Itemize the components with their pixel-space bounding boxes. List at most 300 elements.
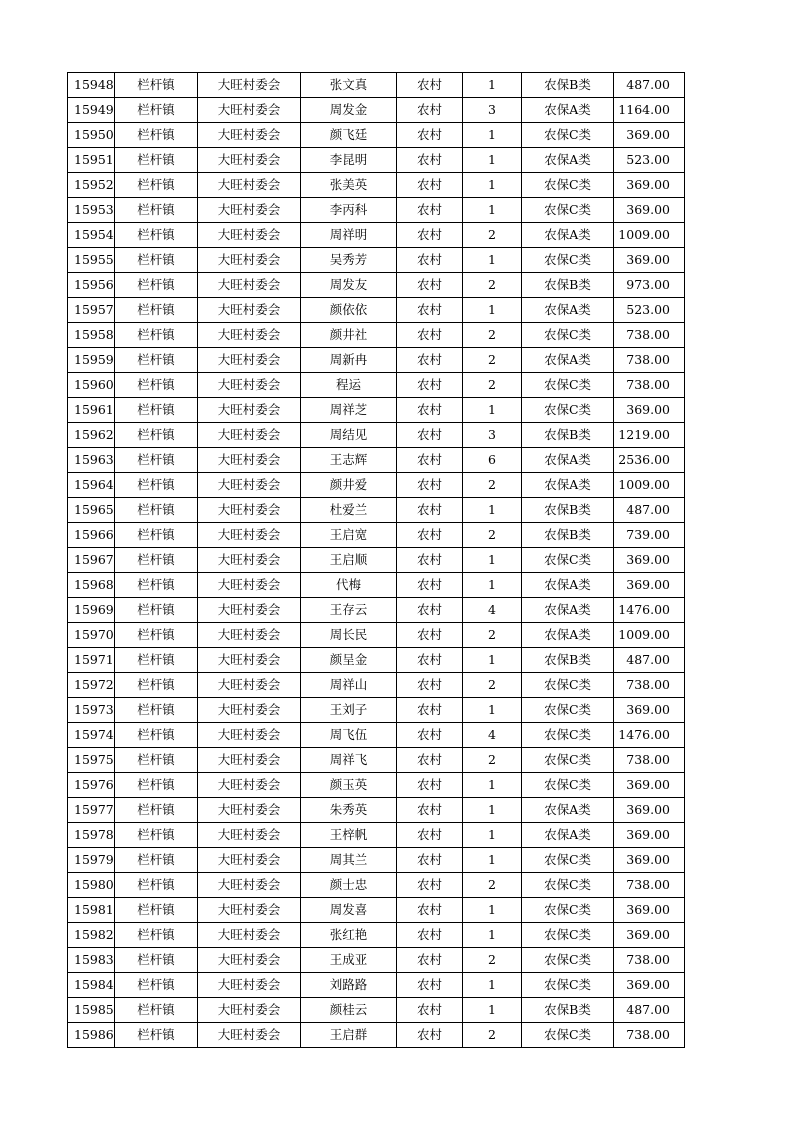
household-count-cell: 1	[463, 848, 522, 873]
insurance-category-cell: 农保C类	[522, 398, 614, 423]
record-id-cell: 15956	[68, 273, 115, 298]
town-cell: 栏杆镇	[115, 423, 198, 448]
household-count-cell: 1	[463, 173, 522, 198]
amount-cell: 369.00	[614, 698, 685, 723]
household-count-cell: 1	[463, 498, 522, 523]
household-count-cell: 1	[463, 298, 522, 323]
town-cell: 栏杆镇	[115, 698, 198, 723]
record-id-cell: 15970	[68, 623, 115, 648]
village-committee-cell: 大旺村委会	[198, 398, 301, 423]
village-committee-cell: 大旺村委会	[198, 623, 301, 648]
table-row	[68, 748, 685, 773]
record-id-cell: 15949	[68, 98, 115, 123]
insurance-category-cell: 农保C类	[522, 1023, 614, 1048]
amount-cell: 369.00	[614, 573, 685, 598]
table-row	[68, 398, 685, 423]
area-type-cell: 农村	[397, 848, 463, 873]
amount-cell: 523.00	[614, 148, 685, 173]
amount-cell: 738.00	[614, 1023, 685, 1048]
record-id-cell: 15971	[68, 648, 115, 673]
insurance-category-cell: 农保A类	[522, 298, 614, 323]
village-committee-cell: 大旺村委会	[198, 373, 301, 398]
record-id-cell: 15964	[68, 473, 115, 498]
amount-cell: 369.00	[614, 798, 685, 823]
area-type-cell: 农村	[397, 773, 463, 798]
record-id-cell: 15976	[68, 773, 115, 798]
area-type-cell: 农村	[397, 873, 463, 898]
person-name-cell: 杜爱兰	[301, 498, 397, 523]
area-type-cell: 农村	[397, 198, 463, 223]
insurance-category-cell: 农保C类	[522, 198, 614, 223]
record-id-cell: 15961	[68, 398, 115, 423]
person-name-cell: 王启宽	[301, 523, 397, 548]
amount-cell: 738.00	[614, 948, 685, 973]
village-committee-cell: 大旺村委会	[198, 598, 301, 623]
village-committee-cell: 大旺村委会	[198, 448, 301, 473]
record-id-cell: 15955	[68, 248, 115, 273]
insurance-category-cell: 农保B类	[522, 498, 614, 523]
town-cell: 栏杆镇	[115, 973, 198, 998]
amount-cell: 369.00	[614, 548, 685, 573]
person-name-cell: 张美英	[301, 173, 397, 198]
person-name-cell: 周祥明	[301, 223, 397, 248]
table-row	[68, 923, 685, 948]
village-committee-cell: 大旺村委会	[198, 348, 301, 373]
village-committee-cell: 大旺村委会	[198, 723, 301, 748]
person-name-cell: 王刘子	[301, 698, 397, 723]
record-id-cell: 15962	[68, 423, 115, 448]
area-type-cell: 农村	[397, 823, 463, 848]
village-committee-cell: 大旺村委会	[198, 73, 301, 98]
table-row	[68, 973, 685, 998]
household-count-cell: 1	[463, 248, 522, 273]
amount-cell: 1009.00	[614, 623, 685, 648]
area-type-cell: 农村	[397, 248, 463, 273]
area-type-cell: 农村	[397, 448, 463, 473]
amount-cell: 2536.00	[614, 448, 685, 473]
town-cell: 栏杆镇	[115, 573, 198, 598]
person-name-cell: 程运	[301, 373, 397, 398]
town-cell: 栏杆镇	[115, 948, 198, 973]
area-type-cell: 农村	[397, 973, 463, 998]
area-type-cell: 农村	[397, 798, 463, 823]
household-count-cell: 1	[463, 698, 522, 723]
insurance-category-cell: 农保C类	[522, 248, 614, 273]
village-committee-cell: 大旺村委会	[198, 948, 301, 973]
insurance-category-cell: 农保B类	[522, 73, 614, 98]
person-name-cell: 周祥山	[301, 673, 397, 698]
person-name-cell: 周发喜	[301, 898, 397, 923]
town-cell: 栏杆镇	[115, 773, 198, 798]
town-cell: 栏杆镇	[115, 73, 198, 98]
record-id-cell: 15973	[68, 698, 115, 723]
record-id-cell: 15959	[68, 348, 115, 373]
record-id-cell: 15952	[68, 173, 115, 198]
insurance-category-cell: 农保C类	[522, 373, 614, 398]
person-name-cell: 王启顺	[301, 548, 397, 573]
person-name-cell: 颜士忠	[301, 873, 397, 898]
amount-cell: 1009.00	[614, 223, 685, 248]
insurance-category-cell: 农保C类	[522, 323, 614, 348]
record-id-cell: 15967	[68, 548, 115, 573]
table-row	[68, 473, 685, 498]
village-committee-cell: 大旺村委会	[198, 748, 301, 773]
household-count-cell: 2	[463, 623, 522, 648]
table-row	[68, 323, 685, 348]
insurance-category-cell: 农保A类	[522, 98, 614, 123]
area-type-cell: 农村	[397, 323, 463, 348]
table-row	[68, 123, 685, 148]
record-id-cell: 15979	[68, 848, 115, 873]
amount-cell: 1476.00	[614, 598, 685, 623]
area-type-cell: 农村	[397, 523, 463, 548]
insurance-category-cell: 农保A类	[522, 823, 614, 848]
record-id-cell: 15958	[68, 323, 115, 348]
table-row	[68, 373, 685, 398]
household-count-cell: 1	[463, 73, 522, 98]
town-cell: 栏杆镇	[115, 823, 198, 848]
town-cell: 栏杆镇	[115, 923, 198, 948]
table-row	[68, 598, 685, 623]
household-count-cell: 1	[463, 923, 522, 948]
table-row	[68, 248, 685, 273]
person-name-cell: 张红艳	[301, 923, 397, 948]
village-committee-cell: 大旺村委会	[198, 148, 301, 173]
table-row	[68, 998, 685, 1023]
town-cell: 栏杆镇	[115, 373, 198, 398]
record-id-cell: 15982	[68, 923, 115, 948]
record-id-cell: 15951	[68, 148, 115, 173]
amount-cell: 738.00	[614, 873, 685, 898]
village-committee-cell: 大旺村委会	[198, 298, 301, 323]
person-name-cell: 王梓帆	[301, 823, 397, 848]
town-cell: 栏杆镇	[115, 398, 198, 423]
area-type-cell: 农村	[397, 623, 463, 648]
household-count-cell: 2	[463, 223, 522, 248]
household-count-cell: 2	[463, 323, 522, 348]
household-count-cell: 2	[463, 523, 522, 548]
area-type-cell: 农村	[397, 348, 463, 373]
insurance-category-cell: 农保C类	[522, 848, 614, 873]
town-cell: 栏杆镇	[115, 673, 198, 698]
area-type-cell: 农村	[397, 923, 463, 948]
person-name-cell: 周新冉	[301, 348, 397, 373]
person-name-cell: 周祥飞	[301, 748, 397, 773]
household-count-cell: 1	[463, 998, 522, 1023]
town-cell: 栏杆镇	[115, 548, 198, 573]
table-row	[68, 173, 685, 198]
town-cell: 栏杆镇	[115, 998, 198, 1023]
village-committee-cell: 大旺村委会	[198, 323, 301, 348]
area-type-cell: 农村	[397, 673, 463, 698]
table-row	[68, 673, 685, 698]
person-name-cell: 颜飞廷	[301, 123, 397, 148]
household-count-cell: 1	[463, 823, 522, 848]
person-name-cell: 李丙科	[301, 198, 397, 223]
amount-cell: 369.00	[614, 123, 685, 148]
area-type-cell: 农村	[397, 698, 463, 723]
amount-cell: 487.00	[614, 498, 685, 523]
amount-cell: 1164.00	[614, 98, 685, 123]
area-type-cell: 农村	[397, 648, 463, 673]
person-name-cell: 王启群	[301, 1023, 397, 1048]
town-cell: 栏杆镇	[115, 198, 198, 223]
table-row	[68, 148, 685, 173]
town-cell: 栏杆镇	[115, 1023, 198, 1048]
household-count-cell: 2	[463, 348, 522, 373]
record-id-cell: 15981	[68, 898, 115, 923]
town-cell: 栏杆镇	[115, 173, 198, 198]
table-row	[68, 848, 685, 873]
town-cell: 栏杆镇	[115, 798, 198, 823]
area-type-cell: 农村	[397, 148, 463, 173]
area-type-cell: 农村	[397, 73, 463, 98]
amount-cell: 369.00	[614, 773, 685, 798]
amount-cell: 1009.00	[614, 473, 685, 498]
record-id-cell: 15950	[68, 123, 115, 148]
village-committee-cell: 大旺村委会	[198, 648, 301, 673]
amount-cell: 369.00	[614, 198, 685, 223]
area-type-cell: 农村	[397, 373, 463, 398]
table-row	[68, 798, 685, 823]
table-row	[68, 548, 685, 573]
insurance-category-cell: 农保B类	[522, 523, 614, 548]
town-cell: 栏杆镇	[115, 623, 198, 648]
amount-cell: 738.00	[614, 323, 685, 348]
amount-cell: 523.00	[614, 298, 685, 323]
table-row	[68, 423, 685, 448]
amount-cell: 487.00	[614, 998, 685, 1023]
town-cell: 栏杆镇	[115, 523, 198, 548]
village-committee-cell: 大旺村委会	[198, 173, 301, 198]
insurance-category-cell: 农保C类	[522, 898, 614, 923]
town-cell: 栏杆镇	[115, 848, 198, 873]
village-committee-cell: 大旺村委会	[198, 773, 301, 798]
village-committee-cell: 大旺村委会	[198, 1023, 301, 1048]
person-name-cell: 吴秀芳	[301, 248, 397, 273]
person-name-cell: 颜桂云	[301, 998, 397, 1023]
area-type-cell: 农村	[397, 598, 463, 623]
table-row	[68, 1023, 685, 1048]
amount-cell: 738.00	[614, 748, 685, 773]
household-count-cell: 1	[463, 898, 522, 923]
record-id-cell: 15978	[68, 823, 115, 848]
amount-cell: 369.00	[614, 848, 685, 873]
person-name-cell: 周结见	[301, 423, 397, 448]
table-row	[68, 298, 685, 323]
village-committee-cell: 大旺村委会	[198, 273, 301, 298]
town-cell: 栏杆镇	[115, 448, 198, 473]
area-type-cell: 农村	[397, 298, 463, 323]
person-name-cell: 王志辉	[301, 448, 397, 473]
village-committee-cell: 大旺村委会	[198, 848, 301, 873]
table-row	[68, 723, 685, 748]
town-cell: 栏杆镇	[115, 598, 198, 623]
person-name-cell: 李昆明	[301, 148, 397, 173]
area-type-cell: 农村	[397, 423, 463, 448]
insurance-category-cell: 农保C类	[522, 123, 614, 148]
insurance-category-cell: 农保C类	[522, 173, 614, 198]
record-id-cell: 15954	[68, 223, 115, 248]
village-committee-cell: 大旺村委会	[198, 873, 301, 898]
table-row	[68, 623, 685, 648]
table-row	[68, 873, 685, 898]
record-id-cell: 15957	[68, 298, 115, 323]
insurance-category-cell: 农保A类	[522, 798, 614, 823]
record-id-cell: 15960	[68, 373, 115, 398]
household-count-cell: 2	[463, 373, 522, 398]
household-count-cell: 1	[463, 548, 522, 573]
insurance-category-cell: 农保B类	[522, 423, 614, 448]
town-cell: 栏杆镇	[115, 898, 198, 923]
area-type-cell: 农村	[397, 948, 463, 973]
town-cell: 栏杆镇	[115, 298, 198, 323]
amount-cell: 369.00	[614, 973, 685, 998]
person-name-cell: 周祥芝	[301, 398, 397, 423]
insurance-category-cell: 农保C类	[522, 873, 614, 898]
area-type-cell: 农村	[397, 498, 463, 523]
area-type-cell: 农村	[397, 548, 463, 573]
village-committee-cell: 大旺村委会	[198, 898, 301, 923]
insurance-category-cell: 农保B类	[522, 273, 614, 298]
table-row	[68, 948, 685, 973]
table-row	[68, 223, 685, 248]
town-cell: 栏杆镇	[115, 498, 198, 523]
record-id-cell: 15983	[68, 948, 115, 973]
area-type-cell: 农村	[397, 123, 463, 148]
table-row	[68, 523, 685, 548]
table-row	[68, 98, 685, 123]
table-row	[68, 648, 685, 673]
town-cell: 栏杆镇	[115, 323, 198, 348]
insurance-category-cell: 农保C类	[522, 673, 614, 698]
village-committee-cell: 大旺村委会	[198, 798, 301, 823]
household-count-cell: 6	[463, 448, 522, 473]
insurance-category-cell: 农保C类	[522, 723, 614, 748]
area-type-cell: 农村	[397, 998, 463, 1023]
household-count-cell: 4	[463, 723, 522, 748]
amount-cell: 369.00	[614, 173, 685, 198]
roster-body	[68, 73, 685, 1048]
amount-cell: 369.00	[614, 898, 685, 923]
person-name-cell: 刘路路	[301, 973, 397, 998]
record-id-cell: 15975	[68, 748, 115, 773]
area-type-cell: 农村	[397, 573, 463, 598]
table-row	[68, 498, 685, 523]
person-name-cell: 颜井社	[301, 323, 397, 348]
household-count-cell: 3	[463, 423, 522, 448]
area-type-cell: 农村	[397, 748, 463, 773]
record-id-cell: 15977	[68, 798, 115, 823]
table-row	[68, 448, 685, 473]
town-cell: 栏杆镇	[115, 348, 198, 373]
town-cell: 栏杆镇	[115, 723, 198, 748]
person-name-cell: 周发友	[301, 273, 397, 298]
person-name-cell: 颜井爱	[301, 473, 397, 498]
amount-cell: 369.00	[614, 248, 685, 273]
insurance-category-cell: 农保C类	[522, 773, 614, 798]
person-name-cell: 张文真	[301, 73, 397, 98]
record-id-cell: 15985	[68, 998, 115, 1023]
table-row	[68, 823, 685, 848]
insurance-category-cell: 农保A类	[522, 448, 614, 473]
town-cell: 栏杆镇	[115, 123, 198, 148]
town-cell: 栏杆镇	[115, 273, 198, 298]
area-type-cell: 农村	[397, 398, 463, 423]
person-name-cell: 周飞伍	[301, 723, 397, 748]
household-count-cell: 1	[463, 148, 522, 173]
roster-table	[67, 72, 685, 1048]
household-count-cell: 2	[463, 948, 522, 973]
town-cell: 栏杆镇	[115, 748, 198, 773]
roster-sheet	[67, 72, 684, 1048]
village-committee-cell: 大旺村委会	[198, 823, 301, 848]
area-type-cell: 农村	[397, 473, 463, 498]
record-id-cell: 15969	[68, 598, 115, 623]
amount-cell: 738.00	[614, 673, 685, 698]
insurance-category-cell: 农保C类	[522, 948, 614, 973]
amount-cell: 1219.00	[614, 423, 685, 448]
village-committee-cell: 大旺村委会	[198, 98, 301, 123]
village-committee-cell: 大旺村委会	[198, 498, 301, 523]
household-count-cell: 2	[463, 473, 522, 498]
household-count-cell: 2	[463, 673, 522, 698]
amount-cell: 369.00	[614, 398, 685, 423]
village-committee-cell: 大旺村委会	[198, 698, 301, 723]
village-committee-cell: 大旺村委会	[198, 923, 301, 948]
table-row	[68, 348, 685, 373]
record-id-cell: 15986	[68, 1023, 115, 1048]
person-name-cell: 周发金	[301, 98, 397, 123]
table-row	[68, 273, 685, 298]
record-id-cell: 15968	[68, 573, 115, 598]
amount-cell: 369.00	[614, 823, 685, 848]
amount-cell: 739.00	[614, 523, 685, 548]
amount-cell: 973.00	[614, 273, 685, 298]
table-row	[68, 198, 685, 223]
household-count-cell: 2	[463, 748, 522, 773]
area-type-cell: 农村	[397, 723, 463, 748]
table-row	[68, 573, 685, 598]
area-type-cell: 农村	[397, 1023, 463, 1048]
insurance-category-cell: 农保A类	[522, 148, 614, 173]
person-name-cell: 王成亚	[301, 948, 397, 973]
record-id-cell: 15974	[68, 723, 115, 748]
record-id-cell: 15963	[68, 448, 115, 473]
insurance-category-cell: 农保C类	[522, 748, 614, 773]
table-row	[68, 73, 685, 98]
village-committee-cell: 大旺村委会	[198, 973, 301, 998]
table-row	[68, 898, 685, 923]
person-name-cell: 颜呈金	[301, 648, 397, 673]
town-cell: 栏杆镇	[115, 873, 198, 898]
insurance-category-cell: 农保C类	[522, 548, 614, 573]
insurance-category-cell: 农保A类	[522, 573, 614, 598]
village-committee-cell: 大旺村委会	[198, 673, 301, 698]
village-committee-cell: 大旺村委会	[198, 123, 301, 148]
village-committee-cell: 大旺村委会	[198, 248, 301, 273]
town-cell: 栏杆镇	[115, 148, 198, 173]
household-count-cell: 1	[463, 398, 522, 423]
amount-cell: 487.00	[614, 648, 685, 673]
area-type-cell: 农村	[397, 273, 463, 298]
household-count-cell: 1	[463, 773, 522, 798]
amount-cell: 738.00	[614, 373, 685, 398]
area-type-cell: 农村	[397, 173, 463, 198]
insurance-category-cell: 农保A类	[522, 598, 614, 623]
town-cell: 栏杆镇	[115, 248, 198, 273]
insurance-category-cell: 农保C类	[522, 973, 614, 998]
